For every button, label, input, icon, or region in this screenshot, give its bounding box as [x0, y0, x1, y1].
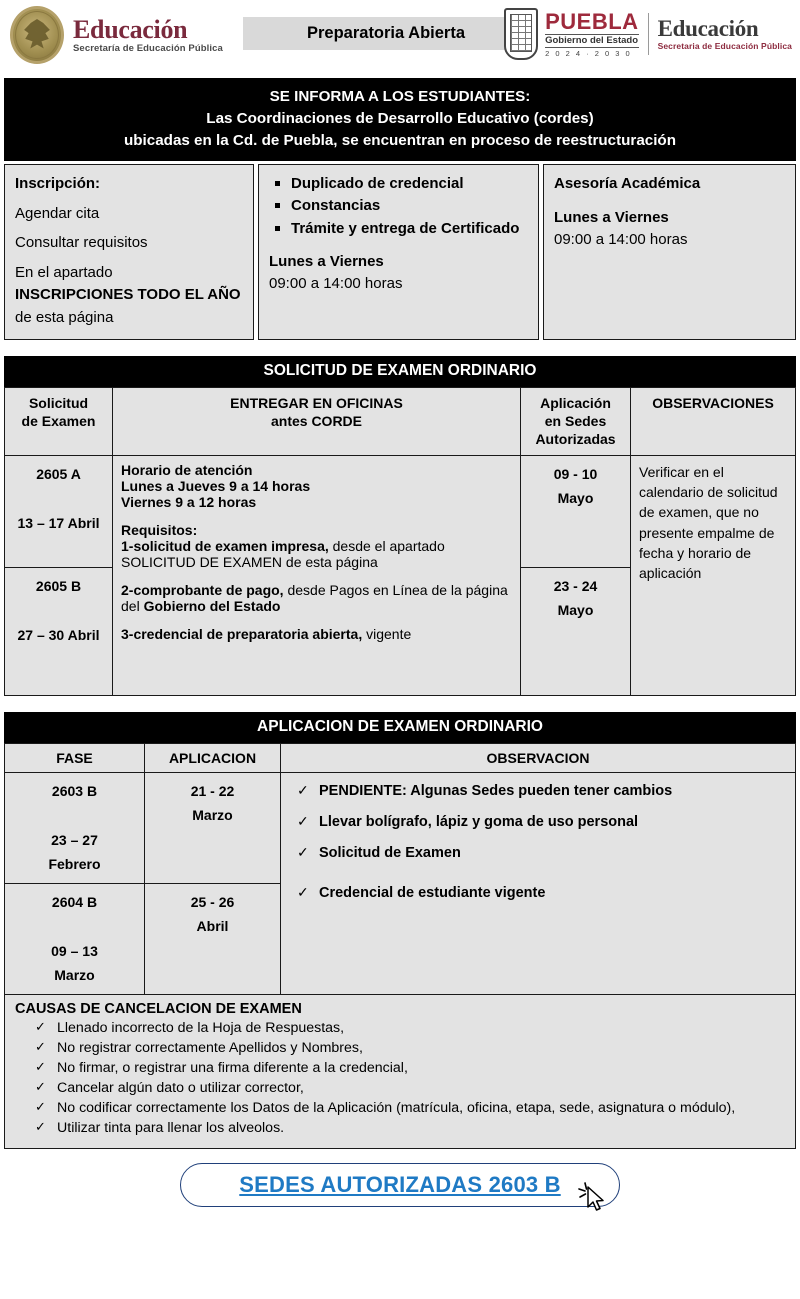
requisito-3-rest: vigente — [362, 625, 412, 642]
horario-title: Horario de atención — [121, 461, 253, 478]
col-header-solicitud-l2: de Examen — [21, 413, 96, 430]
puebla-government-label: Gobierno del Estado — [545, 35, 639, 46]
col-header-aplicacion-l2: en Sedes — [544, 413, 607, 430]
tramites-hours: 09:00 a 14:00 horas — [269, 275, 403, 293]
announcement-banner — [4, 78, 796, 161]
list-item: ✓ No registrar correctamente Apellidos y Nombres, — [33, 1038, 785, 1058]
list-item: ✓ No firmar, o registrar una firma diferente a la credencial, — [33, 1058, 785, 1078]
inscripcion-note-suffix: de esta página — [15, 308, 114, 326]
inscripcion-note-prefix: En el apartado — [15, 263, 113, 281]
info-column-asesoria — [543, 164, 796, 340]
table-row — [5, 772, 796, 883]
list-item: Constancias — [269, 195, 528, 216]
aplicacion-1-l1: 09 - 10 — [553, 465, 598, 482]
observacion-checklist — [289, 779, 787, 901]
requisito-2-rest: desde Pagos en Línea de la página del — [121, 581, 508, 614]
inscripcion-note — [15, 262, 243, 330]
horario-line-2: Viernes 9 a 12 horas — [121, 493, 257, 510]
info-column-tramites — [258, 164, 539, 340]
col-header-solicitud — [5, 388, 113, 456]
puebla-period: 2 0 2 4 · 2 0 3 0 — [545, 48, 632, 58]
cell-fase-2604b — [5, 883, 145, 994]
info-columns — [4, 164, 796, 340]
col-header-aplicacion-l1: Aplicación — [540, 395, 611, 412]
aplicacion-table-title: APLICACION DE EXAMEN ORDINARIO — [4, 712, 796, 743]
horario-line-1: Lunes a Jueves 9 a 14 horas — [121, 477, 311, 494]
fase-code: 2604 B — [51, 893, 98, 910]
col-header-aplicacion — [521, 388, 631, 456]
asesoria-heading: Asesoría Académica — [554, 175, 701, 193]
aplicacion-l2: Abril — [196, 918, 229, 935]
col-header-observaciones: OBSERVACIONES — [631, 388, 796, 456]
aplicacion-2-l2: Mayo — [557, 602, 594, 619]
col-header-aplicacion: APLICACION — [145, 743, 281, 772]
fase-fecha: 13 – 17 Abril — [17, 514, 100, 531]
cell-fase-2603b — [5, 772, 145, 883]
requisito-2 — [121, 582, 512, 614]
list-item: ✓ Utilizar tinta para llenar los alveolos. — [33, 1118, 785, 1138]
requisito-1-bold: 1-solicitud de examen impresa, — [121, 537, 329, 554]
aplicacion-table — [4, 743, 796, 995]
table-row — [5, 455, 796, 567]
table-header-row — [5, 388, 796, 456]
banner-line-3: ubicadas en la Cd. de Puebla, se encuentran en proceso de reestructuración — [124, 132, 676, 150]
mexican-eagle-emblem-icon — [10, 6, 64, 64]
col-header-entregar-l2: antes CORDE — [270, 413, 363, 430]
aplicacion-l1: 25 - 26 — [190, 893, 235, 910]
info-column-inscripcion — [4, 164, 254, 340]
aplicacion-2-l1: 23 - 24 — [553, 577, 598, 594]
footer-link-area — [0, 1163, 800, 1207]
sedes-autorizadas-button[interactable] — [180, 1163, 620, 1207]
sedes-autorizadas-link[interactable]: SEDES AUTORIZADAS 2603 B — [239, 1171, 561, 1197]
requisito-2-strong: Gobierno del Estado — [143, 597, 281, 614]
cell-fase-2605b — [5, 567, 113, 695]
page-title: Preparatoria Abierta — [243, 17, 529, 50]
list-item: ✓ Llevar bolígrafo, lápiz y goma de uso personal — [289, 814, 787, 830]
inscripcion-item-agendar: Agendar cita — [15, 204, 100, 222]
inscripcion-heading: Inscripción: — [15, 175, 101, 193]
list-item: ✓ No codificar correctamente los Datos de la Aplicación (matrícula, oficina, etapa, sede, asignatura o módulo), — [33, 1098, 785, 1118]
inscripcion-item-requisitos: Consultar requisitos — [15, 234, 148, 252]
tramites-days: Lunes a Viernes — [269, 252, 384, 270]
inscripcion-note-strong: INSCRIPCIONES TODO EL AÑO — [15, 286, 241, 304]
cell-observacion-list — [281, 772, 796, 994]
requisito-1 — [121, 538, 512, 570]
sep-logo-subtitle: Secretaría de Educación Pública — [73, 42, 223, 54]
col-header-fase: FASE — [5, 743, 145, 772]
causas-list — [15, 1018, 785, 1139]
aplicacion-l2: Marzo — [192, 807, 233, 824]
col-header-entregar-l1: ENTREGAR EN OFICINAS — [230, 395, 403, 412]
aplicacion-examen-section — [4, 712, 796, 1149]
cell-fase-2605a — [5, 455, 113, 567]
requisitos-title: Requisitos: — [121, 521, 198, 538]
list-item: ✓ Cancelar algún dato o utilizar corrector, — [33, 1078, 785, 1098]
mouse-cursor-icon — [577, 1180, 611, 1214]
asesoria-hours: 09:00 a 14:00 horas — [554, 231, 688, 249]
puebla-state-name: PUEBLA — [545, 9, 639, 34]
fase-code: 2605 B — [35, 577, 82, 594]
banner-line-2: Las Coordinaciones de Desarrollo Educativo (cordes) — [206, 110, 594, 128]
causas-title: CAUSAS DE CANCELACION DE EXAMEN — [15, 1000, 302, 1017]
fase-fecha-l1: 23 – 27 — [51, 831, 98, 848]
fase-fecha-l2: Marzo — [54, 967, 95, 984]
cell-aplicacion-1 — [521, 455, 631, 567]
aplicacion-1-l2: Mayo — [557, 490, 594, 507]
puebla-education-subtitle: Secretaria de Educación Pública — [657, 41, 792, 52]
solicitud-table — [4, 387, 796, 696]
sep-logo — [6, 6, 223, 64]
cell-entregar-oficinas — [113, 455, 521, 695]
puebla-shield-icon — [504, 8, 538, 60]
col-header-solicitud-l1: Solicitud — [28, 395, 89, 412]
list-item: ✓ PENDIENTE: Algunas Sedes pueden tener cambios — [289, 783, 787, 799]
requisito-1-rest: desde el apartado SOLICITUD DE EXAMEN de esta página — [121, 537, 445, 570]
fase-fecha-l2: Febrero — [48, 856, 101, 873]
fase-code: 2605 A — [36, 465, 81, 482]
solicitud-examen-section — [4, 356, 796, 696]
fase-fecha: 27 – 30 Abril — [17, 626, 100, 643]
list-item: ✓ Solicitud de Examen — [289, 845, 787, 861]
asesoria-days: Lunes a Viernes — [554, 208, 669, 226]
col-header-entregar — [113, 388, 521, 456]
list-item: ✓ Llenado incorrecto de la Hoja de Respuestas, — [33, 1018, 785, 1038]
cell-aplicacion-2 — [521, 567, 631, 695]
cell-observaciones: Verificar en el calendario de solicitud de examen, que no presente empalme de fecha y horario de aplicación — [631, 455, 796, 695]
list-item: Duplicado de credencial — [269, 173, 528, 194]
aplicacion-l1: 21 - 22 — [190, 782, 235, 799]
requisito-3-bold: 3-credencial de preparatoria abierta, — [121, 625, 363, 642]
banner-line-1: SE INFORMA A LOS ESTUDIANTES: — [269, 88, 531, 105]
table-header-row — [5, 743, 796, 772]
tramites-list — [269, 173, 528, 239]
list-item: ✓ Credencial de estudiante vigente — [289, 885, 787, 901]
cell-aplicacion-2604b — [145, 883, 281, 994]
logo-divider — [648, 13, 649, 55]
list-item: Trámite y entrega de Certificado — [269, 218, 528, 239]
requisito-2-bold: 2-comprobante de pago, — [121, 581, 284, 598]
cell-aplicacion-2603b — [145, 772, 281, 883]
fase-code: 2603 B — [51, 782, 98, 799]
solicitud-table-title: SOLICITUD DE EXAMEN ORDINARIO — [4, 356, 796, 387]
sep-logo-title: Educación — [73, 14, 188, 44]
puebla-government-logo — [504, 8, 792, 60]
page-header — [0, 0, 800, 70]
fase-fecha-l1: 09 – 13 — [51, 942, 98, 959]
col-header-aplicacion-l3: Autorizadas — [535, 431, 616, 448]
requisito-3 — [121, 626, 512, 642]
col-header-observacion: OBSERVACION — [281, 743, 796, 772]
puebla-education-title: Educación — [657, 16, 759, 42]
causas-cancelacion-section — [4, 995, 796, 1149]
